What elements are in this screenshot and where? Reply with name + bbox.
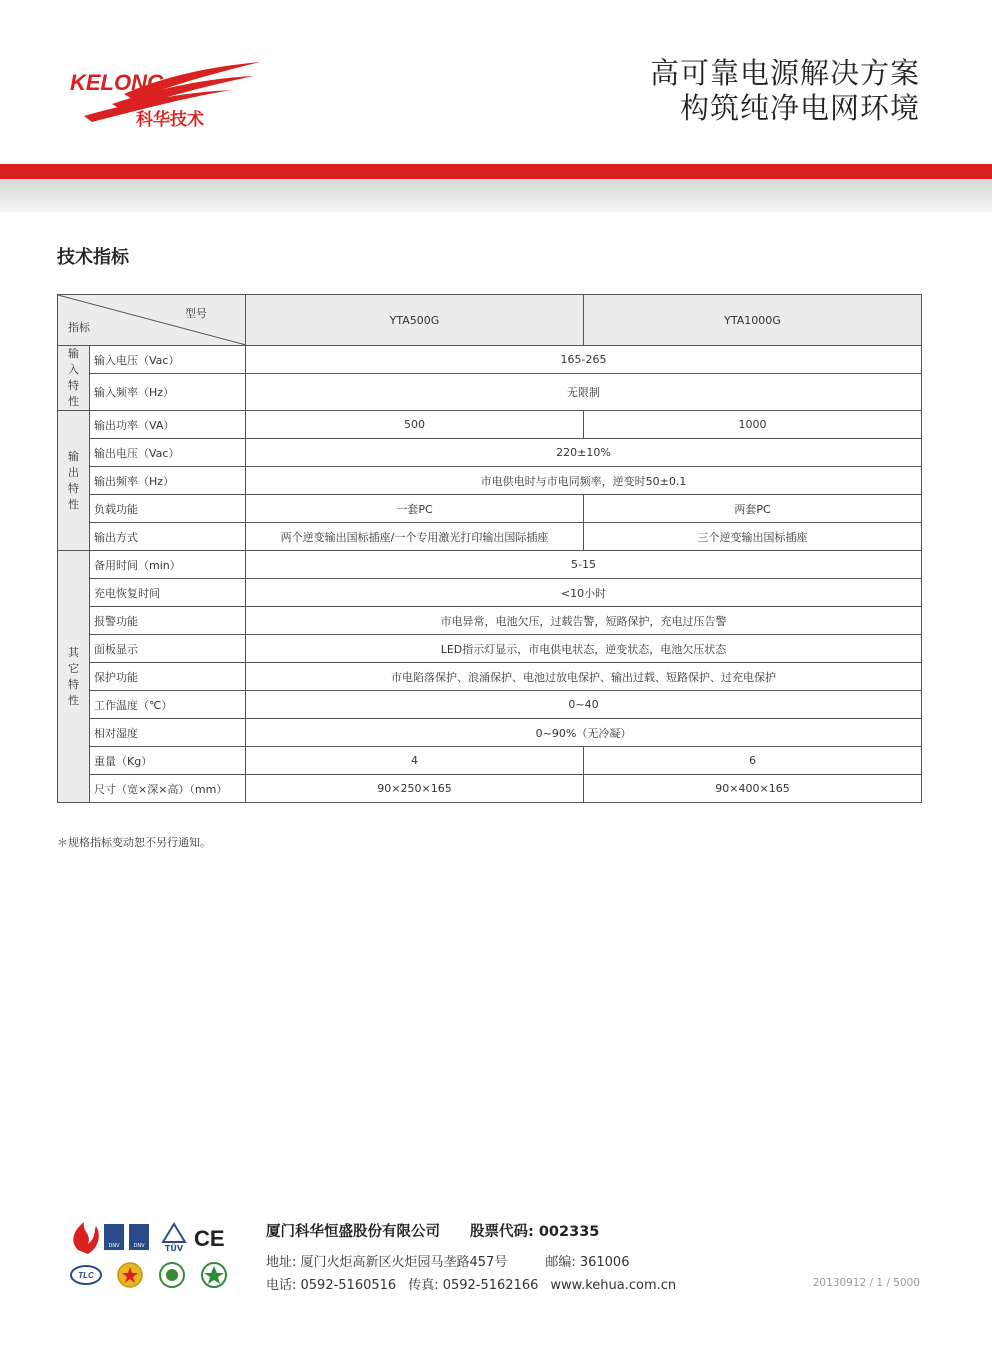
row-label-size: 尺寸（宽×深×高）（mm） xyxy=(90,775,246,803)
contact-line xyxy=(266,1274,676,1293)
row-value-weight-500: 4 xyxy=(246,747,584,775)
quality-seal-icon xyxy=(160,1263,184,1287)
table-row xyxy=(58,523,922,551)
row-value-load-1000: 两套PC xyxy=(584,495,922,523)
corner-model-label: 型号 xyxy=(185,307,207,320)
row-label-backup-time: 备用时间（min） xyxy=(90,551,246,579)
table-row xyxy=(58,579,922,607)
row-value-protection: 市电陷落保护、浪涌保护、电池过放电保护、输出过载、短路保护、过充电保护 xyxy=(246,663,922,691)
zip-code: 邮编: 361006 xyxy=(545,1255,630,1270)
brand-cn: 科华技术 xyxy=(136,110,204,130)
tlc-icon xyxy=(71,1266,101,1284)
phone: 电话: 0592-5160516 xyxy=(266,1278,397,1293)
table-row xyxy=(58,495,922,523)
header-band xyxy=(0,164,992,212)
group-output: 输 出 特 性 xyxy=(58,411,90,551)
fax: 传真: 0592-5162166 xyxy=(408,1278,539,1293)
row-value-output-freq: 市电供电时与市电同频率，逆变时50±0.1 xyxy=(246,467,922,495)
table-row xyxy=(58,663,922,691)
row-label-panel: 面板显示 xyxy=(90,635,246,663)
corner-index-label: 指标 xyxy=(68,321,90,334)
certification-logos xyxy=(66,1220,236,1292)
row-label-output-power: 输出功率（VA） xyxy=(90,411,246,439)
table-row xyxy=(58,775,922,803)
company-line xyxy=(266,1220,599,1241)
row-value-weight-1000: 6 xyxy=(584,747,922,775)
row-label-temp: 工作温度（℃） xyxy=(90,691,246,719)
row-label-humidity: 相对湿度 xyxy=(90,719,246,747)
row-label-load: 负载功能 xyxy=(90,495,246,523)
kelong-logo xyxy=(64,58,264,132)
row-value-input-voltage: 165-265 xyxy=(246,346,922,374)
table-row xyxy=(58,635,922,663)
red-stripe xyxy=(0,164,992,179)
col-header-yta500g: YTA500G xyxy=(246,295,584,346)
slogan xyxy=(650,56,920,126)
svg-text:CE: CE xyxy=(194,1226,225,1251)
svg-text:TLC: TLC xyxy=(78,1271,94,1280)
row-value-output-power-1000: 1000 xyxy=(584,411,922,439)
table-row xyxy=(58,346,922,374)
row-value-recharge: <10小时 xyxy=(246,579,922,607)
row-label-input-freq: 输入频率（Hz） xyxy=(90,374,246,411)
table-header-row xyxy=(58,295,922,346)
row-value-panel: LED指示灯显示，市电供电状态，逆变状态，电池欠压状态 xyxy=(246,635,922,663)
award-medal-icon xyxy=(118,1263,142,1287)
address: 地址: 厦门火炬高新区火炬园马垄路457号 xyxy=(266,1255,508,1270)
brand-en: KELONG xyxy=(70,70,165,95)
col-header-yta1000g: YTA1000G xyxy=(584,295,922,346)
ce-mark-icon xyxy=(194,1226,225,1251)
svg-text:DNV: DNV xyxy=(133,1243,145,1249)
svg-text:DNV: DNV xyxy=(108,1243,120,1249)
row-label-recharge: 充电恢复时间 xyxy=(90,579,246,607)
print-code: 20130912 / 1 / 5000 xyxy=(812,1277,920,1289)
row-value-output-power-500: 500 xyxy=(246,411,584,439)
spec-table xyxy=(57,294,922,803)
dnv-badge-icon xyxy=(129,1224,149,1250)
dnv-badge-icon xyxy=(104,1224,124,1250)
table-row xyxy=(58,411,922,439)
row-value-humidity: 0~90%（无冷凝） xyxy=(246,719,922,747)
row-label-output-voltage: 输出电压（Vac） xyxy=(90,439,246,467)
row-value-backup-time: 5-15 xyxy=(246,551,922,579)
row-value-load-500: 一套PC xyxy=(246,495,584,523)
grey-stripe xyxy=(0,179,992,212)
tuv-icon xyxy=(163,1224,185,1253)
slogan-line-1: 高可靠电源解决方案 xyxy=(649,56,920,90)
corner-cell xyxy=(58,295,246,346)
stock-code: 股票代码: 002335 xyxy=(470,1224,600,1240)
table-row xyxy=(58,719,922,747)
row-value-output-mode-1000: 三个逆变输出国标插座 xyxy=(584,523,922,551)
group-other: 其 它 特 性 xyxy=(58,551,90,803)
slogan-line-2: 构筑纯净电网环境 xyxy=(679,91,920,125)
table-row xyxy=(58,607,922,635)
row-value-output-voltage: 220±10% xyxy=(246,439,922,467)
row-label-alarm: 报警功能 xyxy=(90,607,246,635)
table-row xyxy=(58,374,922,411)
table-row xyxy=(58,467,922,495)
row-value-temp: 0~40 xyxy=(246,691,922,719)
table-row xyxy=(58,691,922,719)
row-value-output-mode-500: 两个逆变输出国标插座/一个专用激光打印输出国际插座 xyxy=(246,523,584,551)
row-value-input-freq: 无限制 xyxy=(246,374,922,411)
green-product-icon xyxy=(202,1263,226,1287)
table-row xyxy=(58,551,922,579)
row-value-size-500: 90×250×165 xyxy=(246,775,584,803)
row-label-output-freq: 输出频率（Hz） xyxy=(90,467,246,495)
row-value-alarm: 市电异常，电池欠压，过载告警，短路保护，充电过压告警 xyxy=(246,607,922,635)
row-label-weight: 重量（Kg） xyxy=(90,747,246,775)
section-title: 技术指标 xyxy=(57,247,129,268)
website-link[interactable]: www.kehua.com.cn xyxy=(550,1278,677,1293)
row-label-input-voltage: 输入电压（Vac） xyxy=(90,346,246,374)
row-value-size-1000: 90×400×165 xyxy=(584,775,922,803)
footnote: ＊规格指标变动恕不另行通知。 xyxy=(57,836,211,849)
row-label-output-mode: 输出方式 xyxy=(90,523,246,551)
table-row xyxy=(58,747,922,775)
address-line xyxy=(266,1251,629,1270)
company-name: 厦门科华恒盛股份有限公司 xyxy=(266,1224,440,1240)
table-row xyxy=(58,439,922,467)
flame-icon xyxy=(73,1222,98,1254)
svg-text:TÜV: TÜV xyxy=(164,1244,184,1253)
group-input: 输 入 特 性 xyxy=(58,346,90,411)
row-label-protection: 保护功能 xyxy=(90,663,246,691)
